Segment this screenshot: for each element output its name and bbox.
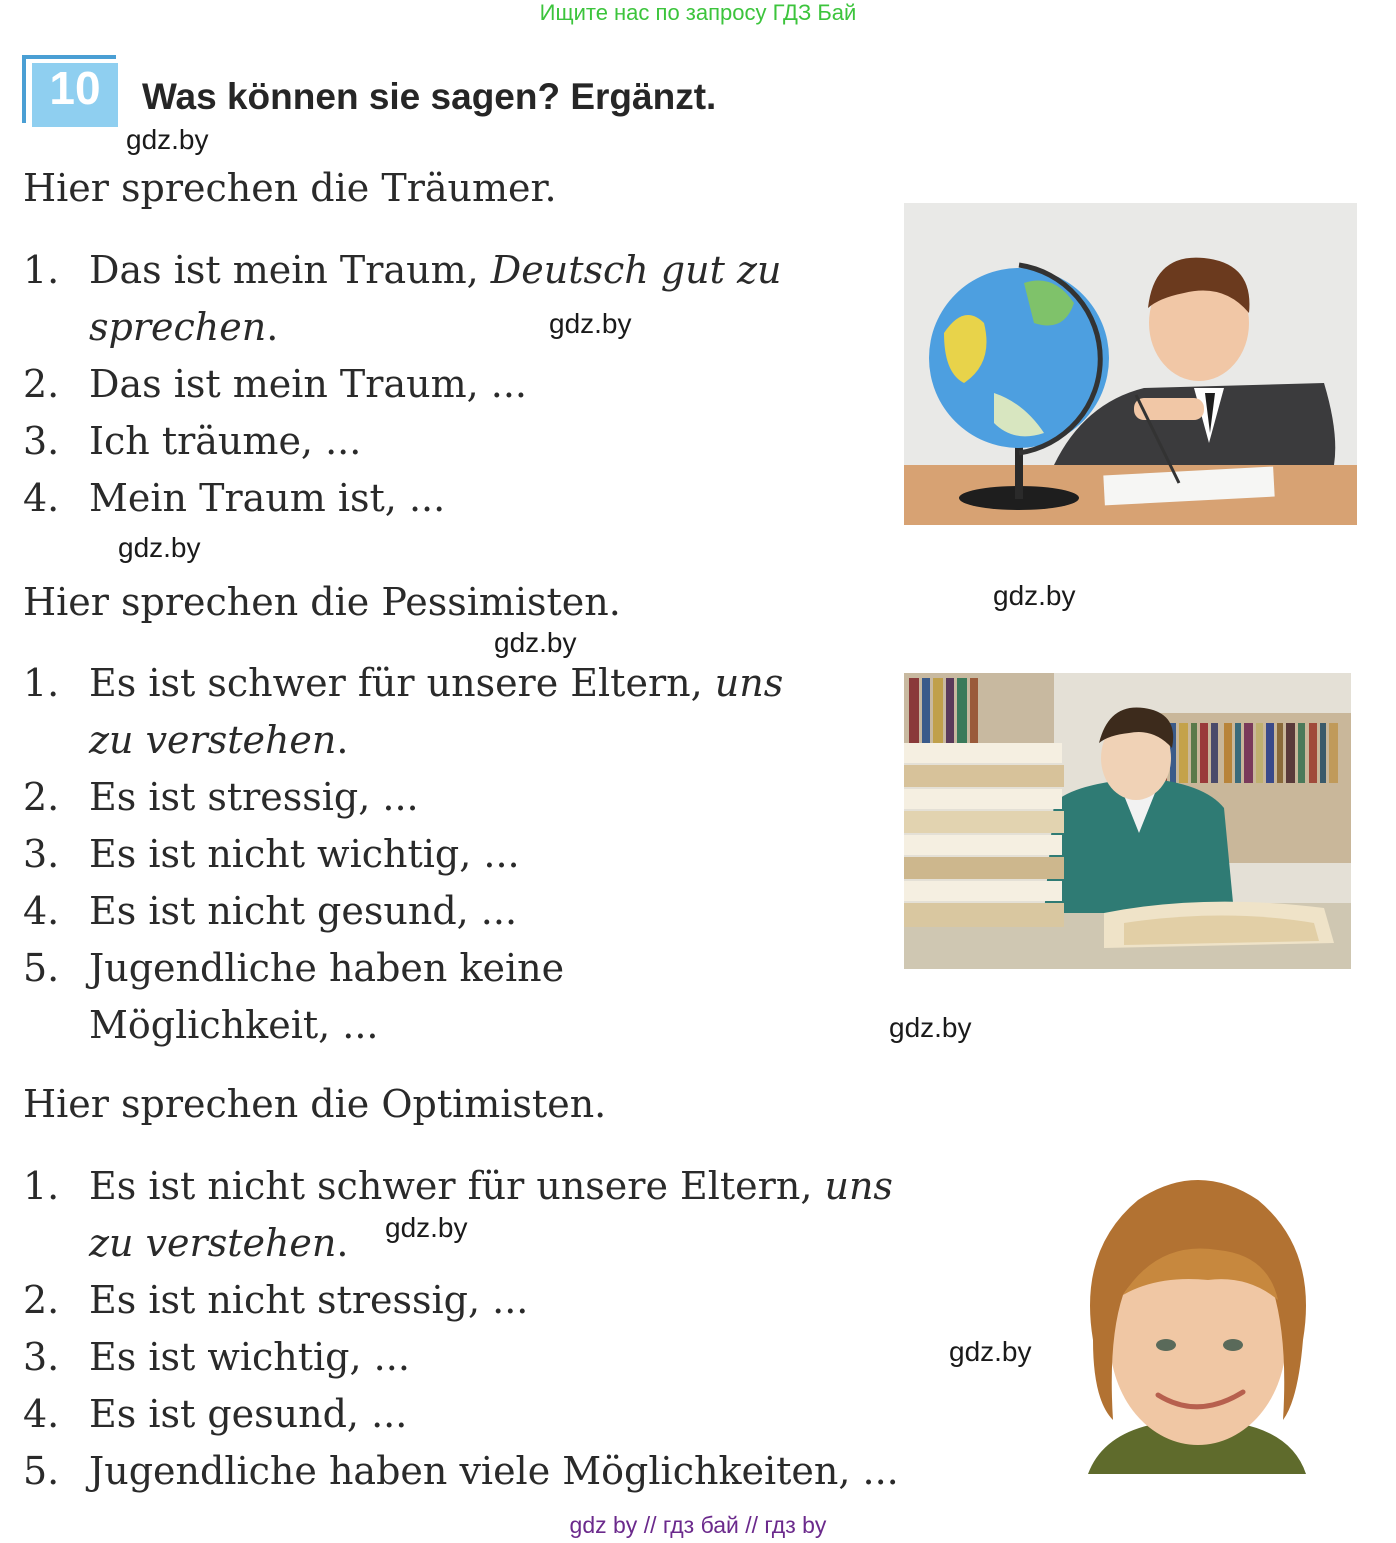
photo-boy-with-globe: [904, 203, 1357, 525]
watermark: gdz.by: [385, 1212, 468, 1243]
photo-teen-with-books: [904, 673, 1351, 969]
watermark: gdz.by: [949, 1336, 1032, 1367]
photo-smiling-boy: [1048, 1170, 1346, 1474]
watermark: gdz.by: [993, 580, 1076, 611]
exercise-number: 10: [49, 62, 101, 114]
watermark: gdz.by: [494, 627, 577, 658]
section-heading-pessimists: Hier sprechen die Pessimisten.: [23, 580, 621, 624]
watermark: gdz.by: [126, 124, 209, 155]
footer-watermark: gdz by // гдз бай // гдз by: [569, 1512, 827, 1538]
watermark: gdz.by: [118, 532, 201, 563]
section-heading-optimists: Hier sprechen die Optimisten.: [23, 1082, 607, 1126]
exercise-number-badge: [22, 55, 118, 125]
section-heading-dreamers: Hier sprechen die Träumer.: [23, 166, 557, 210]
watermark: gdz.by: [889, 1012, 972, 1043]
top-banner: Ищите нас по запросу ГДЗ Бай: [539, 0, 857, 25]
task-title: Was können sie sagen? Ergänzt.: [142, 76, 717, 117]
watermark: gdz.by: [549, 308, 632, 339]
